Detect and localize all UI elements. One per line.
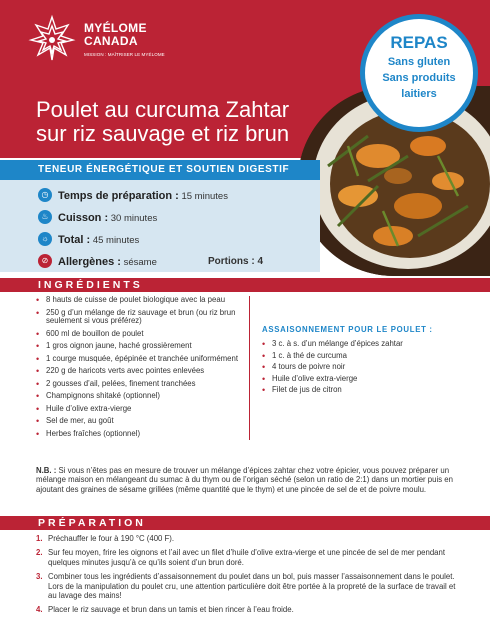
list-item: • 220 g de haricots verts avec pointes enlevées [36, 367, 246, 376]
step-number: 4. [36, 605, 43, 615]
list-item: • Sel de mer, au goût [36, 417, 246, 426]
subtitle-bar [0, 160, 320, 180]
portions: Portions : 4 [208, 256, 264, 267]
list-item: • 2 gousses d’ail, pelées, finement tranchées [36, 380, 246, 389]
list-item: • 600 ml de bouillon de poulet [36, 330, 246, 339]
recipe-info-box [0, 180, 320, 272]
prep-time-value: 15 minutes [178, 191, 228, 202]
badge-label: REPAS [390, 33, 448, 52]
prep-time-row [38, 188, 228, 204]
cook-time-row [38, 210, 157, 226]
list-item [36, 605, 456, 614]
note-text: Si vous n’êtes pas en mesure de trouver un mélange d’épices zahtar chez votre épicier, vous pouvez préparer un mélange maison en mélangeant du sumac à du thym ou de l’origan séché (selon un ratio de 2:1) dans un mortier puis en ajoutant des graines de sésame grillées (même quantité que le thym) et une pincée de sel de et de poivre moulu. [36, 466, 453, 494]
brand-tagline: MISSION : MAÎTRISER LE MYÉLOME [84, 52, 165, 57]
step-number: 3. [36, 572, 43, 582]
maple-leaf-logo-icon [28, 14, 76, 62]
column-divider [249, 296, 250, 440]
list-item: • 1 courge musquée, épépinée et tranchée uniformément [36, 355, 246, 364]
list-item: • 250 g d’un mélange de riz sauvage et brun (ou riz brun seulement si vous préférez) [36, 309, 246, 326]
step-number: 1. [36, 534, 43, 543]
total-time-value: 45 minutes [90, 235, 140, 246]
brand-name-line2: CANADA [84, 34, 138, 48]
list-item [36, 534, 456, 543]
ingredients-heading-bar [0, 278, 490, 292]
step-number: 2. [36, 548, 43, 558]
list-item: • 1 gros oignon jaune, haché grossièrement [36, 342, 246, 351]
brand-name [84, 22, 147, 48]
no-sign-icon: ⊘ [38, 254, 52, 268]
list-item: • Filet de jus de citron [262, 386, 482, 395]
chef-hat-icon: ☼ [38, 232, 52, 246]
list-item: • Champignons shitaké (optionnel) [36, 392, 246, 401]
list-item: • 1 c. à thé de curcuma [262, 352, 482, 361]
preparation-heading: PRÉPARATION [38, 517, 146, 529]
preparation-steps [36, 534, 456, 620]
recipe-note [36, 466, 456, 494]
total-time-label: Total : [58, 234, 91, 246]
recipe-subtitle: TENEUR ÉNERGÉTIQUE ET SOUTIEN DIGESTIF [38, 164, 290, 175]
ingredients-list [36, 296, 246, 442]
ingredients-heading: INGRÉDIENTS [38, 279, 143, 291]
list-item: • 4 tours de poivre noir [262, 363, 482, 372]
list-item: • Huile d’olive extra-vierge [262, 375, 482, 384]
step-text: Préchauffer le four à 190 °C (400 F). [48, 534, 175, 543]
badge-line2: Sans produits [382, 72, 456, 84]
badge-line1: Sans gluten [387, 56, 451, 68]
cook-time-value: 30 minutes [108, 213, 158, 224]
list-item: • Herbes fraîches (optionnel) [36, 430, 246, 439]
allergen-row [38, 254, 157, 270]
allergen-value: sésame [120, 257, 157, 268]
list-item: • 8 hauts de cuisse de poulet biologique avec la peau [36, 296, 246, 305]
recipe-title: Poulet au curcuma Zahtar sur riz sauvage et riz brun [36, 97, 290, 146]
list-item: • Huile d’olive extra-vierge [36, 405, 246, 414]
total-time-row [38, 232, 139, 248]
step-text: Sur feu moyen, frire les oignons et l’ail avec un filet d’huile d’olive extra-vierge et une pincée de sel de mer pendant quelques minutes jusqu’à ce qu’ils soient d’un brun doré. [48, 548, 446, 567]
seasoning-heading: ASSAISONNEMENT POUR LE POULET : [262, 325, 433, 334]
stove-icon: ♨ [38, 210, 52, 224]
allergen-label: Allergènes : [58, 256, 121, 268]
clock-icon: ◷ [38, 188, 52, 202]
seasoning-list [262, 340, 482, 398]
brand-name-line1: MYÉLOME [84, 21, 147, 35]
note-label: N.B. : [36, 466, 57, 475]
list-item [36, 572, 456, 600]
step-text: Placer le riz sauvage et brun dans un tamis et bien rincer à l’eau froide. [48, 605, 294, 615]
step-text: Combiner tous les ingrédients d’assaisonnement du poulet dans un bol, puis masser l’assaisonnement dans le poulet. Lors de la manipulation du poulet cru, une attention particulière doit être portée à la propreté de la surface de travail et au lavage des mains! [48, 572, 456, 601]
cook-time-label: Cuisson : [58, 212, 109, 224]
preparation-heading-bar [0, 516, 490, 530]
prep-time-label: Temps de préparation : [58, 190, 179, 202]
list-item: • 3 c. à s. d’un mélange d’épices zahtar [262, 340, 482, 349]
list-item [36, 548, 456, 567]
meal-badge [360, 14, 478, 132]
badge-line3: laitiers [401, 88, 437, 100]
